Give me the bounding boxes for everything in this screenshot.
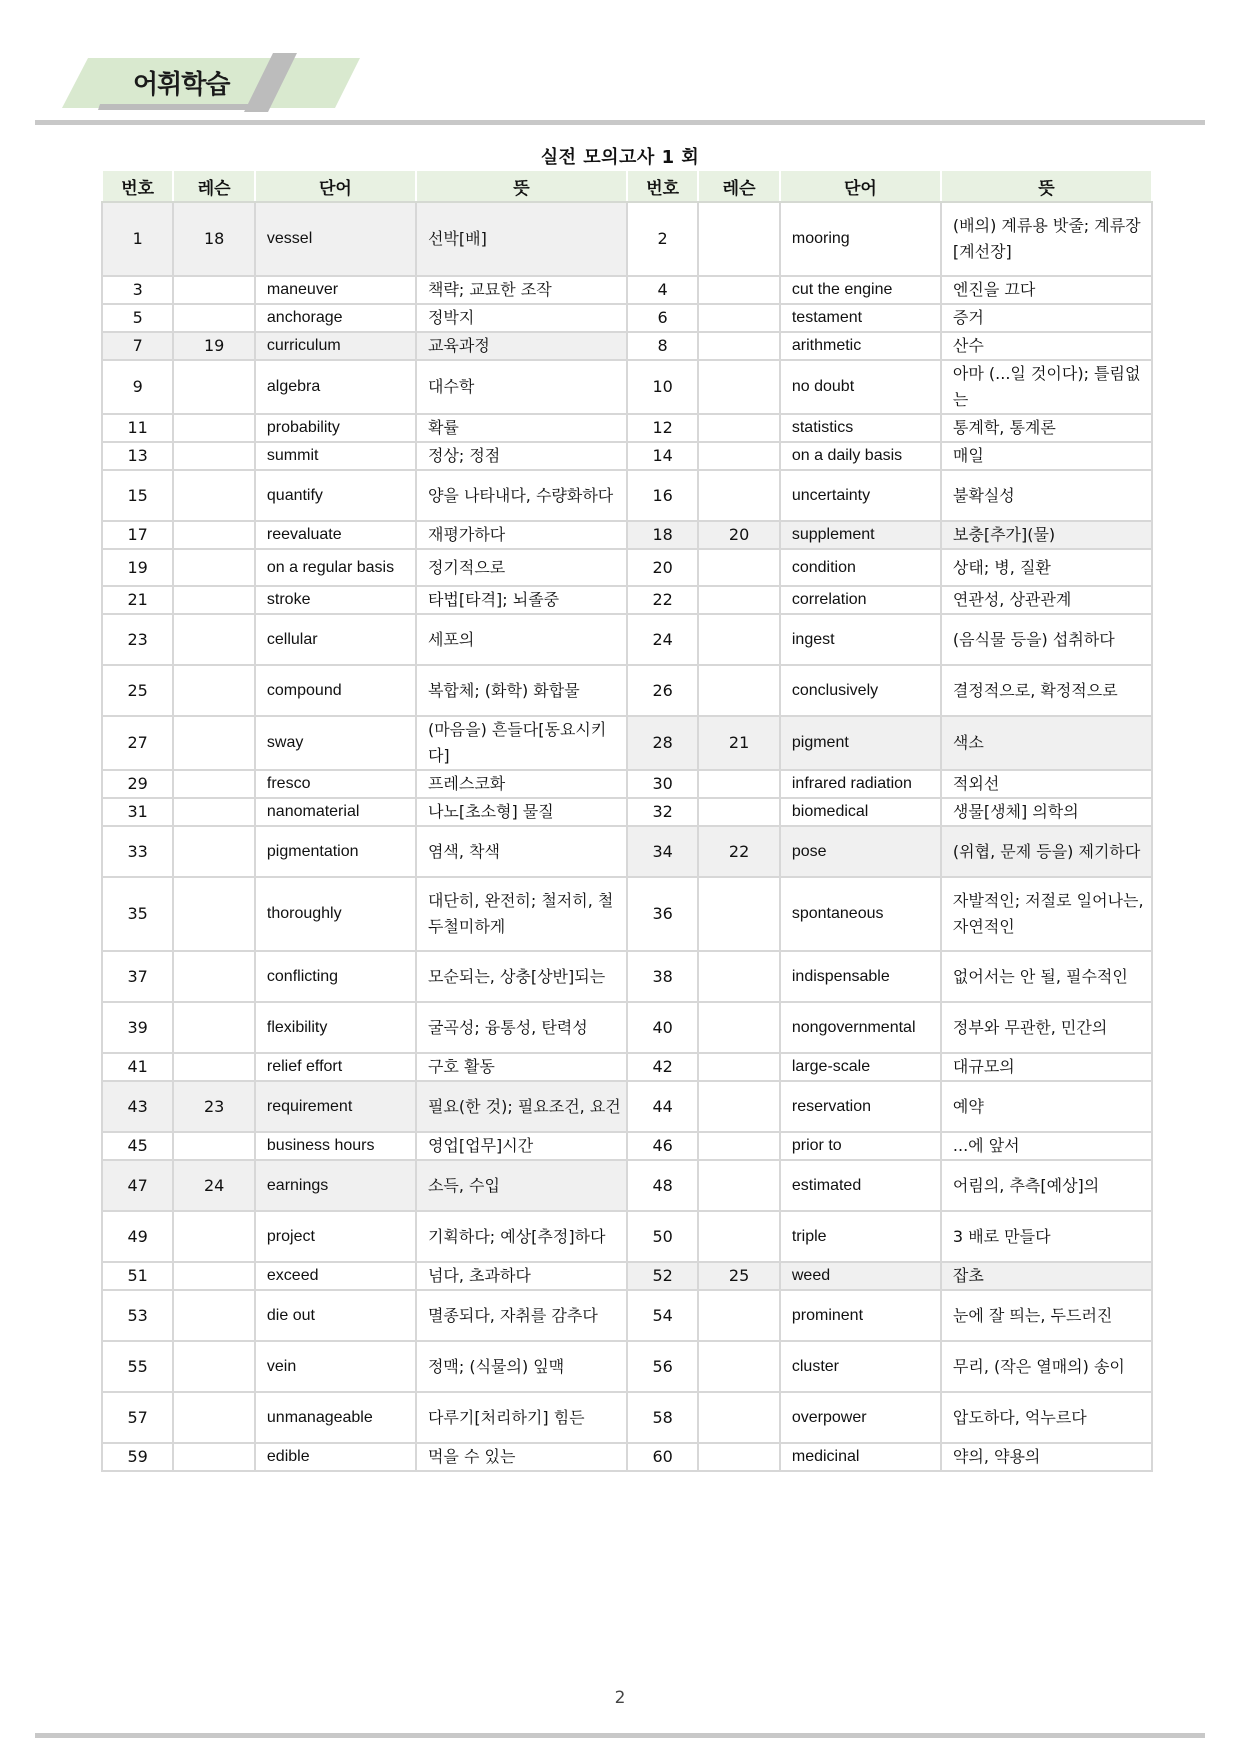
vocab-meaning: 색소 xyxy=(941,716,1152,770)
vocab-meaning: 필요(한 것); 필요조건, 요건 xyxy=(416,1081,627,1132)
table-row xyxy=(102,1290,1152,1341)
vocab-meaning: 염색, 착색 xyxy=(416,826,627,877)
col-header-meaning: 뜻 xyxy=(416,170,627,202)
vocab-word: biomedical xyxy=(780,798,941,826)
entry-number: 50 xyxy=(627,1211,698,1262)
table-row xyxy=(102,1160,1152,1211)
lesson-number xyxy=(698,586,780,614)
vocab-meaning: 모순되는, 상충[상반]되는 xyxy=(416,951,627,1002)
lesson-number xyxy=(698,1002,780,1053)
table-row xyxy=(102,202,1152,276)
vocab-meaning: 먹을 수 있는 xyxy=(416,1443,627,1471)
vocab-word: maneuver xyxy=(255,276,416,304)
vocab-word: quantify xyxy=(255,470,416,521)
lesson-number xyxy=(173,877,255,951)
table-row xyxy=(102,826,1152,877)
vocab-meaning: 증거 xyxy=(941,304,1152,332)
lesson-number: 25 xyxy=(698,1262,780,1290)
vocab-word: medicinal xyxy=(780,1443,941,1471)
lesson-number: 24 xyxy=(173,1160,255,1211)
entry-number: 37 xyxy=(102,951,173,1002)
table-row xyxy=(102,614,1152,665)
lesson-number xyxy=(698,1053,780,1081)
vocab-word: sway xyxy=(255,716,416,770)
entry-number: 2 xyxy=(627,202,698,276)
vocab-meaning: 멸종되다, 자취를 감추다 xyxy=(416,1290,627,1341)
entry-number: 54 xyxy=(627,1290,698,1341)
vocab-meaning: 무리, (작은 열매의) 송이 xyxy=(941,1341,1152,1392)
vocab-word: prominent xyxy=(780,1290,941,1341)
lesson-number xyxy=(173,521,255,549)
entry-number: 20 xyxy=(627,549,698,586)
vocab-word: uncertainty xyxy=(780,470,941,521)
vocabulary-table xyxy=(101,169,1153,1472)
entry-number: 34 xyxy=(627,826,698,877)
vocab-meaning: 프레스코화 xyxy=(416,770,627,798)
lesson-number: 18 xyxy=(173,202,255,276)
vocab-word: correlation xyxy=(780,586,941,614)
entry-number: 42 xyxy=(627,1053,698,1081)
vocab-meaning: 산수 xyxy=(941,332,1152,360)
entry-number: 53 xyxy=(102,1290,173,1341)
vocab-meaning: 3 배로 만들다 xyxy=(941,1211,1152,1262)
entry-number: 3 xyxy=(102,276,173,304)
lesson-number xyxy=(698,1290,780,1341)
lesson-number xyxy=(698,665,780,716)
vocab-meaning: 적외선 xyxy=(941,770,1152,798)
entry-number: 22 xyxy=(627,586,698,614)
vocab-meaning: (위협, 문제 등을) 제기하다 xyxy=(941,826,1152,877)
vocab-meaning: 세포의 xyxy=(416,614,627,665)
lesson-number xyxy=(173,1262,255,1290)
table-row xyxy=(102,276,1152,304)
vocab-meaning: 넘다, 초과하다 xyxy=(416,1262,627,1290)
entry-number: 52 xyxy=(627,1262,698,1290)
table-row xyxy=(102,304,1152,332)
table-row xyxy=(102,549,1152,586)
lesson-number xyxy=(698,470,780,521)
entry-number: 45 xyxy=(102,1132,173,1160)
entry-number: 29 xyxy=(102,770,173,798)
lesson-number xyxy=(698,1341,780,1392)
entry-number: 38 xyxy=(627,951,698,1002)
table-row xyxy=(102,521,1152,549)
vocab-meaning: 영업[업무]시간 xyxy=(416,1132,627,1160)
lesson-number xyxy=(698,951,780,1002)
vocab-meaning: 구호 활동 xyxy=(416,1053,627,1081)
lesson-number: 22 xyxy=(698,826,780,877)
vocab-word: fresco xyxy=(255,770,416,798)
page-header xyxy=(0,0,1240,130)
vocab-meaning: 대수학 xyxy=(416,360,627,414)
entry-number: 11 xyxy=(102,414,173,442)
entry-number: 58 xyxy=(627,1392,698,1443)
lesson-number xyxy=(173,798,255,826)
entry-number: 23 xyxy=(102,614,173,665)
vocab-meaning: 소득, 수입 xyxy=(416,1160,627,1211)
vocab-meaning: 양을 나타내다, 수량화하다 xyxy=(416,470,627,521)
entry-number: 41 xyxy=(102,1053,173,1081)
entry-number: 5 xyxy=(102,304,173,332)
vocab-meaning: 정박지 xyxy=(416,304,627,332)
vocab-meaning: 없어서는 안 될, 필수적인 xyxy=(941,951,1152,1002)
vocab-meaning: 아마 (...일 것이다); 틀림없는 xyxy=(941,360,1152,414)
lesson-number xyxy=(173,276,255,304)
table-row xyxy=(102,665,1152,716)
entry-number: 10 xyxy=(627,360,698,414)
vocab-meaning: 정부와 무관한, 민간의 xyxy=(941,1002,1152,1053)
vocab-meaning: 약의, 약용의 xyxy=(941,1443,1152,1471)
vocab-meaning: 매일 xyxy=(941,442,1152,470)
vocab-word: mooring xyxy=(780,202,941,276)
vocab-meaning: 복합체; (화학) 화합물 xyxy=(416,665,627,716)
vocab-word: infrared radiation xyxy=(780,770,941,798)
table-row xyxy=(102,470,1152,521)
table-row xyxy=(102,360,1152,414)
entry-number: 49 xyxy=(102,1211,173,1262)
vocab-meaning: 불확실성 xyxy=(941,470,1152,521)
col-header-number: 번호 xyxy=(102,170,173,202)
vocab-meaning: 통계학, 통계론 xyxy=(941,414,1152,442)
vocab-word: die out xyxy=(255,1290,416,1341)
entry-number: 13 xyxy=(102,442,173,470)
footer-divider xyxy=(35,1733,1205,1738)
vocab-meaning: 엔진을 끄다 xyxy=(941,276,1152,304)
vocab-meaning: 눈에 잘 띄는, 두드러진 xyxy=(941,1290,1152,1341)
table-row xyxy=(102,770,1152,798)
table-row xyxy=(102,951,1152,1002)
entry-number: 1 xyxy=(102,202,173,276)
vocab-word: project xyxy=(255,1211,416,1262)
entry-number: 36 xyxy=(627,877,698,951)
lesson-number xyxy=(698,549,780,586)
entry-number: 35 xyxy=(102,877,173,951)
vocab-meaning: (배의) 계류용 밧줄; 계류장[계선장] xyxy=(941,202,1152,276)
entry-number: 16 xyxy=(627,470,698,521)
lesson-number xyxy=(698,1443,780,1471)
lesson-number xyxy=(173,1443,255,1471)
vocab-word: edible xyxy=(255,1443,416,1471)
vocab-word: pigment xyxy=(780,716,941,770)
vocab-word: spontaneous xyxy=(780,877,941,951)
vocab-word: indispensable xyxy=(780,951,941,1002)
vocab-word: overpower xyxy=(780,1392,941,1443)
entry-number: 59 xyxy=(102,1443,173,1471)
vocab-word: vessel xyxy=(255,202,416,276)
vocab-word: conflicting xyxy=(255,951,416,1002)
vocab-meaning: 책략; 교묘한 조작 xyxy=(416,276,627,304)
vocab-word: ingest xyxy=(780,614,941,665)
vocab-meaning: 어림의, 추측[예상]의 xyxy=(941,1160,1152,1211)
entry-number: 12 xyxy=(627,414,698,442)
lesson-number xyxy=(698,332,780,360)
vocab-word: curriculum xyxy=(255,332,416,360)
vocab-word: prior to xyxy=(780,1132,941,1160)
table-row xyxy=(102,1341,1152,1392)
lesson-number xyxy=(173,770,255,798)
col-header-lesson: 레슨 xyxy=(173,170,255,202)
vocab-meaning: 굴곡성; 융통성, 탄력성 xyxy=(416,1002,627,1053)
vocab-meaning: 나노[초소형] 물질 xyxy=(416,798,627,826)
lesson-number xyxy=(698,202,780,276)
table-row xyxy=(102,442,1152,470)
vocab-meaning: (음식물 등을) 섭취하다 xyxy=(941,614,1152,665)
vocab-word: business hours xyxy=(255,1132,416,1160)
vocab-word: no doubt xyxy=(780,360,941,414)
vocab-meaning: 예약 xyxy=(941,1081,1152,1132)
vocab-meaning: 정상; 정점 xyxy=(416,442,627,470)
vocab-word: supplement xyxy=(780,521,941,549)
table-row xyxy=(102,716,1152,770)
header-divider xyxy=(35,120,1205,125)
lesson-number xyxy=(173,470,255,521)
table-row xyxy=(102,1392,1152,1443)
lesson-number xyxy=(698,276,780,304)
vocab-word: vein xyxy=(255,1341,416,1392)
vocab-meaning: ...에 앞서 xyxy=(941,1132,1152,1160)
entry-number: 33 xyxy=(102,826,173,877)
vocab-meaning: 보충[추가](물) xyxy=(941,521,1152,549)
lesson-number xyxy=(698,414,780,442)
col-header-number: 번호 xyxy=(627,170,698,202)
lesson-number xyxy=(698,798,780,826)
entry-number: 43 xyxy=(102,1081,173,1132)
entry-number: 28 xyxy=(627,716,698,770)
vocab-word: earnings xyxy=(255,1160,416,1211)
vocab-word: cellular xyxy=(255,614,416,665)
vocab-word: nanomaterial xyxy=(255,798,416,826)
lesson-number xyxy=(698,877,780,951)
lesson-number xyxy=(698,1081,780,1132)
vocab-word: cluster xyxy=(780,1341,941,1392)
header-banner-graphic xyxy=(0,0,400,120)
lesson-number xyxy=(173,665,255,716)
vocab-word: on a regular basis xyxy=(255,549,416,586)
lesson-number xyxy=(173,586,255,614)
table-row xyxy=(102,1081,1152,1132)
vocab-meaning: (마음을) 흔들다[동요시키다] xyxy=(416,716,627,770)
vocab-meaning: 정맥; (식물의) 잎맥 xyxy=(416,1341,627,1392)
vocab-meaning: 연관성, 상관관계 xyxy=(941,586,1152,614)
vocab-word: large-scale xyxy=(780,1053,941,1081)
vocab-word: condition xyxy=(780,549,941,586)
vocab-word: requirement xyxy=(255,1081,416,1132)
vocab-word: flexibility xyxy=(255,1002,416,1053)
vocab-word: pigmentation xyxy=(255,826,416,877)
vocab-meaning: 확률 xyxy=(416,414,627,442)
table-row xyxy=(102,414,1152,442)
entry-number: 14 xyxy=(627,442,698,470)
lesson-number xyxy=(698,1392,780,1443)
entry-number: 6 xyxy=(627,304,698,332)
vocab-meaning: 결정적으로, 확정적으로 xyxy=(941,665,1152,716)
lesson-number xyxy=(173,1132,255,1160)
entry-number: 48 xyxy=(627,1160,698,1211)
entry-number: 46 xyxy=(627,1132,698,1160)
entry-number: 19 xyxy=(102,549,173,586)
vocab-meaning: 기획하다; 예상[추정]하다 xyxy=(416,1211,627,1262)
entry-number: 26 xyxy=(627,665,698,716)
table-row xyxy=(102,1211,1152,1262)
vocab-word: reevaluate xyxy=(255,521,416,549)
vocab-meaning: 압도하다, 억누르다 xyxy=(941,1392,1152,1443)
entry-number: 40 xyxy=(627,1002,698,1053)
entry-number: 15 xyxy=(102,470,173,521)
lesson-number xyxy=(698,304,780,332)
vocab-meaning: 타법[타격]; 뇌졸중 xyxy=(416,586,627,614)
lesson-number xyxy=(173,1002,255,1053)
entry-number: 57 xyxy=(102,1392,173,1443)
entry-number: 32 xyxy=(627,798,698,826)
entry-number: 25 xyxy=(102,665,173,716)
vocab-meaning: 재평가하다 xyxy=(416,521,627,549)
lesson-number: 21 xyxy=(698,716,780,770)
lesson-number xyxy=(173,1392,255,1443)
vocab-word: nongovernmental xyxy=(780,1002,941,1053)
entry-number: 31 xyxy=(102,798,173,826)
lesson-number: 20 xyxy=(698,521,780,549)
vocab-word: compound xyxy=(255,665,416,716)
lesson-number xyxy=(173,442,255,470)
lesson-number xyxy=(173,1211,255,1262)
vocab-word: thoroughly xyxy=(255,877,416,951)
lesson-number xyxy=(173,1341,255,1392)
table-row xyxy=(102,1053,1152,1081)
vocab-word: pose xyxy=(780,826,941,877)
lesson-number xyxy=(173,1290,255,1341)
vocab-meaning: 다루기[처리하기] 힘든 xyxy=(416,1392,627,1443)
lesson-number xyxy=(173,951,255,1002)
lesson-number xyxy=(698,614,780,665)
vocab-meaning: 상태; 병, 질환 xyxy=(941,549,1152,586)
lesson-number xyxy=(173,826,255,877)
entry-number: 55 xyxy=(102,1341,173,1392)
lesson-number xyxy=(698,360,780,414)
entry-number: 7 xyxy=(102,332,173,360)
vocab-meaning: 자발적인; 저절로 일어나는, 자연적인 xyxy=(941,877,1152,951)
entry-number: 9 xyxy=(102,360,173,414)
vocab-meaning: 선박[배] xyxy=(416,202,627,276)
vocab-word: algebra xyxy=(255,360,416,414)
vocab-meaning: 정기적으로 xyxy=(416,549,627,586)
table-row xyxy=(102,798,1152,826)
vocab-word: cut the engine xyxy=(780,276,941,304)
vocab-word: weed xyxy=(780,1262,941,1290)
lesson-number xyxy=(173,614,255,665)
entry-number: 44 xyxy=(627,1081,698,1132)
entry-number: 21 xyxy=(102,586,173,614)
vocab-word: anchorage xyxy=(255,304,416,332)
lesson-number xyxy=(173,1053,255,1081)
lesson-number: 19 xyxy=(173,332,255,360)
col-header-lesson: 레슨 xyxy=(698,170,780,202)
sheet-title: 실전 모의고사 1 회 xyxy=(540,147,700,168)
entry-number: 18 xyxy=(627,521,698,549)
table-row xyxy=(102,1002,1152,1053)
entry-number: 39 xyxy=(102,1002,173,1053)
vocab-meaning: 교육과정 xyxy=(416,332,627,360)
entry-number: 17 xyxy=(102,521,173,549)
col-header-word: 단어 xyxy=(255,170,416,202)
lesson-number xyxy=(698,770,780,798)
lesson-number xyxy=(173,549,255,586)
col-header-word: 단어 xyxy=(780,170,941,202)
table-row xyxy=(102,877,1152,951)
table-header-row xyxy=(102,170,1152,202)
table-row xyxy=(102,1262,1152,1290)
col-header-meaning: 뜻 xyxy=(941,170,1152,202)
entry-number: 30 xyxy=(627,770,698,798)
entry-number: 27 xyxy=(102,716,173,770)
lesson-number xyxy=(173,414,255,442)
vocab-word: stroke xyxy=(255,586,416,614)
vocab-meaning: 잡초 xyxy=(941,1262,1152,1290)
entry-number: 60 xyxy=(627,1443,698,1471)
vocab-word: summit xyxy=(255,442,416,470)
vocab-word: reservation xyxy=(780,1081,941,1132)
vocab-word: probability xyxy=(255,414,416,442)
lesson-number xyxy=(173,304,255,332)
vocab-meaning: 생물[생체] 의학의 xyxy=(941,798,1152,826)
lesson-number xyxy=(698,1132,780,1160)
lesson-number xyxy=(698,442,780,470)
entry-number: 4 xyxy=(627,276,698,304)
lesson-number: 23 xyxy=(173,1081,255,1132)
table-row xyxy=(102,1443,1152,1471)
page-number: 2 xyxy=(614,1688,626,1708)
vocab-word: arithmetic xyxy=(780,332,941,360)
table-row xyxy=(102,332,1152,360)
entry-number: 24 xyxy=(627,614,698,665)
lesson-number xyxy=(698,1211,780,1262)
table-body xyxy=(102,202,1152,1471)
vocab-word: on a daily basis xyxy=(780,442,941,470)
vocab-word: unmanageable xyxy=(255,1392,416,1443)
entry-number: 56 xyxy=(627,1341,698,1392)
table-row xyxy=(102,586,1152,614)
table-row xyxy=(102,1132,1152,1160)
entry-number: 51 xyxy=(102,1262,173,1290)
vocab-word: testament xyxy=(780,304,941,332)
entry-number: 47 xyxy=(102,1160,173,1211)
vocab-meaning: 대규모의 xyxy=(941,1053,1152,1081)
entry-number: 8 xyxy=(627,332,698,360)
vocab-word: statistics xyxy=(780,414,941,442)
lesson-number xyxy=(698,1160,780,1211)
lesson-number xyxy=(173,360,255,414)
lesson-number xyxy=(173,716,255,770)
vocab-word: triple xyxy=(780,1211,941,1262)
vocab-word: exceed xyxy=(255,1262,416,1290)
vocab-word: estimated xyxy=(780,1160,941,1211)
vocab-word: conclusively xyxy=(780,665,941,716)
section-title: 어휘학습 xyxy=(133,70,230,100)
vocab-word: relief effort xyxy=(255,1053,416,1081)
vocab-meaning: 대단히, 완전히; 철저히, 철두철미하게 xyxy=(416,877,627,951)
